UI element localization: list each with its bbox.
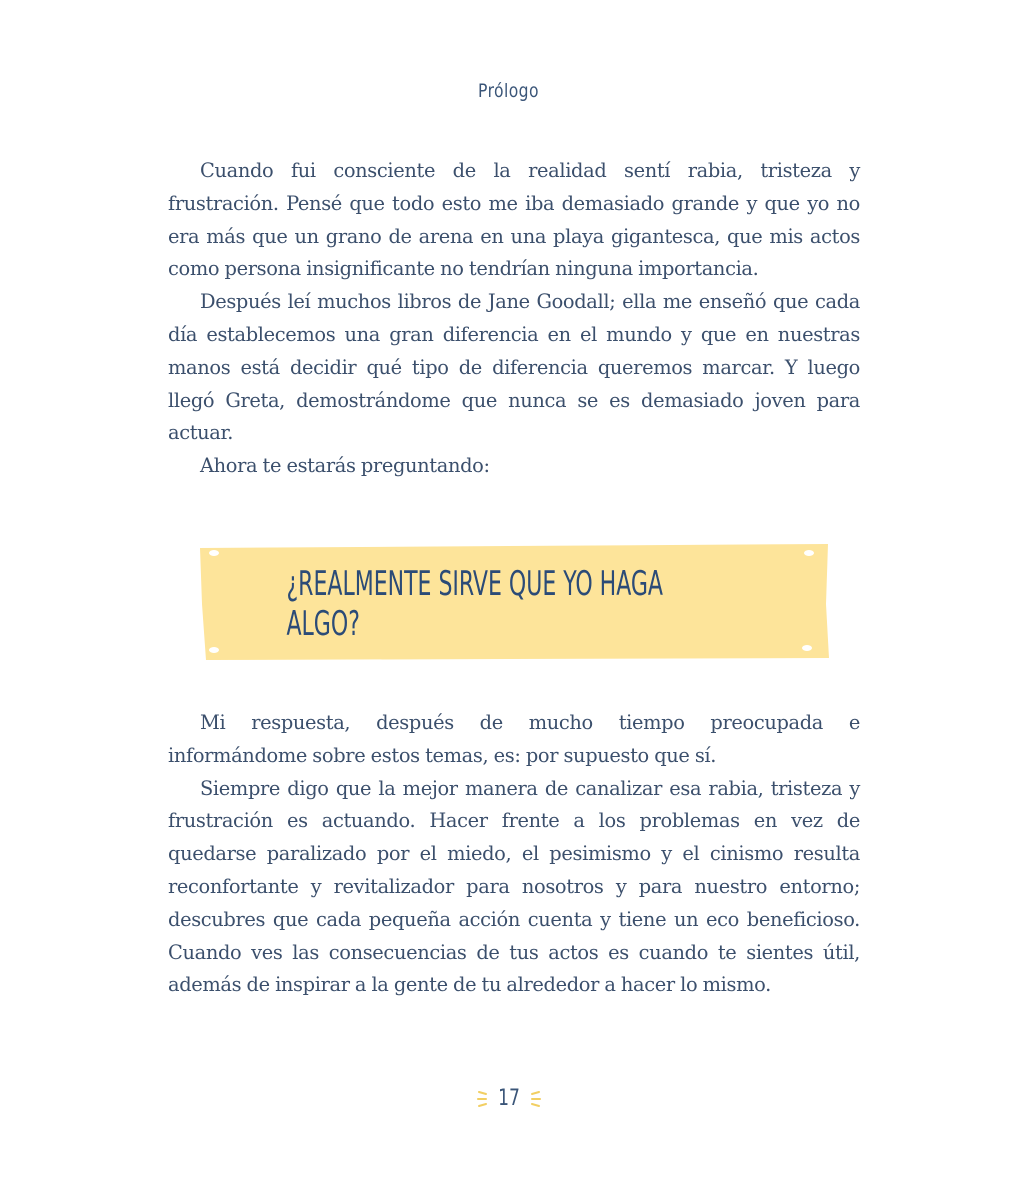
page-footer xyxy=(0,1086,1017,1115)
pin-hole-icon xyxy=(209,550,219,556)
sparkle-right-icon xyxy=(529,1088,541,1110)
paragraph: Ahora te estarás preguntando: xyxy=(200,454,490,478)
paragraph: Cuando fui consciente de la realidad sentí rabia, tristeza y frustración. Pensé que todo esto me iba demasiado grande y que yo no era más que un grano de arena en una playa gigantesca, que mis actos como persona insignificante no tendrían ninguna importancia. xyxy=(168,159,860,281)
highlight-banner xyxy=(198,544,830,660)
paragraph: Mi respuesta, después de mucho tiempo preocupada e informándome sobre estos temas, es: por supuesto que sí. xyxy=(168,711,860,767)
page-number: 17 xyxy=(497,1086,520,1111)
banner-heading: ¿REALMENTE SIRVE QUE YO HAGA ALGO? xyxy=(286,564,663,644)
paragraph: Después leí muchos libros de Jane Goodall; ella me enseñó que cada día establecemos una gran diferencia en el mundo y que en nuestras manos está decidir qué tipo de diferencia queremos marcar. Y luego llegó Greta, demostrándome que nunca se es demasiado joven para actuar. xyxy=(168,290,860,445)
sparkle-left-icon xyxy=(477,1088,489,1110)
paragraph: Siempre digo que la mejor manera de canalizar esa rabia, tristeza y frustración es actuando. Hacer frente a los problemas en vez de quedarse paralizado por el miedo, el pesimismo y el cinismo resulta reconfortante y revitalizador para nosotros y para nuestro entorno; descubres que cada pequeña acción cuenta y tiene un eco beneficioso. Cuando ves las consecuencias de tus actos es cuando te sientes útil, además de inspirar a la gente de tu alrededor a hacer lo mismo. xyxy=(168,776,860,997)
pin-hole-icon xyxy=(802,645,812,651)
pin-hole-icon xyxy=(804,550,814,556)
text-block-top xyxy=(168,155,860,483)
running-header: Prólogo xyxy=(478,80,539,102)
text-block-bottom xyxy=(168,707,860,1002)
pin-hole-icon xyxy=(209,647,219,653)
